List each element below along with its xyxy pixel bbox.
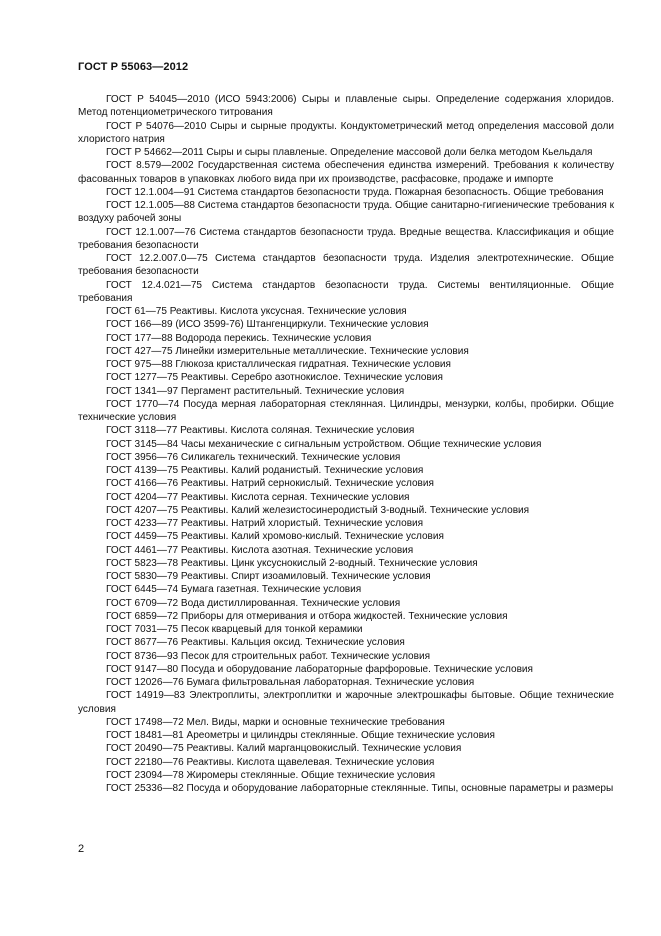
reference-item: ГОСТ 22180—76 Реактивы. Кислота щавелевая. Технические условия: [106, 756, 435, 768]
reference-item: ГОСТ 4166—76 Реактивы. Натрий сернокислый. Технические условия: [106, 478, 434, 490]
reference-item: ГОСТ 177—88 Водорода перекись. Технические условия: [106, 332, 372, 344]
reference-item: ГОСТ 4233—77 Реактивы. Натрий хлористый. Технические условия: [106, 518, 424, 529]
reference-item: ГОСТ 4207—75 Реактивы. Калий железистосинеродистый 3-водный. Технические условия: [106, 504, 530, 516]
reference-item: ГОСТ 18481—81 Ареометры и цилиндры стеклянные. Общие технические условия: [106, 730, 495, 741]
reference-item: ГОСТ 6709—72 Вода дистиллированная. Технические условия: [106, 597, 401, 609]
reference-item: ГОСТ 12026—76 Бумага фильтровальная лабораторная. Технические условия: [106, 677, 475, 688]
reference-item: ГОСТ 5830—79 Реактивы. Спирт изоамиловый. Технические условия: [106, 571, 431, 582]
reference-item: ГОСТ 3956—76 Силикагель технический. Технические условия: [106, 451, 401, 463]
reference-item: ГОСТ Р 54045—2010 (ИСО 5943:2006) Сыры и плавленые сыры. Определение содержания хлоридов. Метод потенциометрического титрования: [78, 94, 614, 119]
reference-item: ГОСТ 4459—75 Реактивы. Калий хромово-кислый. Технические условия: [106, 531, 444, 543]
reference-item: ГОСТ 12.2.007.0—75 Система стандартов безопасности труда. Изделия электротехнические. Общие требования безопасности: [78, 253, 614, 278]
reference-item: ГОСТ 4461—77 Реактивы. Кислота азотная. Технические условия: [106, 544, 414, 556]
reference-item: ГОСТ 4204—77 Реактивы. Кислота серная. Технические условия: [106, 491, 410, 503]
reference-item: ГОСТ 17498—72 Мел. Виды, марки и основные технические требования: [106, 716, 445, 728]
reference-item: ГОСТ 12.1.004—91 Система стандартов безопасности труда. Пожарная безопасность. Общие требования: [106, 186, 604, 198]
reference-item: ГОСТ 1770—74 Посуда мерная лабораторная стеклянная. Цилиндры, мензурки, колбы, пробирки. Общие технические условия: [78, 398, 614, 423]
reference-item: ГОСТ 23094—78 Жиромеры стеклянные. Общие технические условия: [106, 769, 436, 781]
reference-item: ГОСТ Р 54076—2010 Сыры и сырные продукты. Кондуктометрический метод определения массовой доли хлористого натрия: [78, 120, 614, 145]
reference-item: ГОСТ 14919—83 Электроплиты, электроплитки и жарочные электрошкафы бытовые. Общие технические условия: [78, 690, 614, 715]
reference-item: ГОСТ 6445—74 Бумага газетная. Технические условия: [106, 584, 362, 596]
reference-item: ГОСТ 1341—97 Пергамент растительный. Технические условия: [106, 385, 405, 397]
reference-item: ГОСТ 975—88 Глюкоза кристаллическая гидратная. Технические условия: [106, 359, 451, 370]
reference-item: ГОСТ 25336—82 Посуда и оборудование лабораторные стеклянные. Типы, основные параметры и размеры: [106, 783, 614, 794]
reference-item: ГОСТ 12.1.007—76 Система стандартов безопасности труда. Вредные вещества. Классификация и общие требования безопасности: [78, 226, 614, 251]
reference-item: ГОСТ 166—89 (ИСО 3599-76) Штангенциркули. Технические условия: [106, 319, 429, 331]
reference-item: ГОСТ 6859—72 Приборы для отмеривания и отбора жидкостей. Технические условия: [106, 610, 508, 622]
reference-item: ГОСТ 20490—75 Реактивы. Калий марганцовокислый. Технические условия: [106, 743, 462, 755]
reference-item: ГОСТ 61—75 Реактивы. Кислота уксусная. Технические условия: [106, 306, 407, 317]
reference-item: ГОСТ 8.579—2002 Государственная система обеспечения единства измерений. Требования к количеству фасованных товаров в упаковках любого вида при их производстве, расфасовке, продаже и импорте: [78, 160, 614, 185]
document-header: ГОСТ Р 55063—2012: [78, 61, 189, 73]
reference-item: ГОСТ 1277—75 Реактивы. Серебро азотнокислое. Технические условия: [106, 372, 443, 384]
page-number: 2: [78, 843, 85, 855]
reference-item: ГОСТ 3145—84 Часы механические с сигнальным устройством. Общие технические условия: [106, 438, 542, 450]
reference-item: ГОСТ 3118—77 Реактивы. Кислота соляная. Технические условия: [106, 425, 415, 437]
reference-item: ГОСТ 4139—75 Реактивы. Калий роданистый. Технические условия: [106, 465, 424, 476]
reference-item: ГОСТ 7031—75 Песок кварцевый для тонкой керамики: [106, 624, 363, 635]
reference-item: ГОСТ 8677—76 Реактивы. Кальция оксид. Технические условия: [106, 637, 405, 649]
reference-item: ГОСТ 427—75 Линейки измерительные металлические. Технические условия: [106, 345, 469, 357]
reference-item: ГОСТ 9147—80 Посуда и оборудование лабораторные фарфоровые. Технические условия: [106, 663, 533, 675]
reference-item: ГОСТ 12.1.005—88 Система стандартов безопасности труда. Общие санитарно-гигиенические требования к воздуху рабочей зоны: [78, 200, 614, 225]
reference-item: ГОСТ 5823—78 Реактивы. Цинк уксуснокислый 2-водный. Технические условия: [106, 557, 478, 569]
reference-item: ГОСТ 12.4.021—75 Система стандартов безопасности труда. Системы вентиляционные. Общие требования: [78, 279, 614, 304]
normative-references-list: [78, 93, 614, 795]
reference-item: ГОСТ Р 54662—2011 Сыры и сыры плавленые. Определение массовой доли белка методом Кьельдаля: [106, 147, 593, 158]
reference-item: ГОСТ 8736—93 Песок для строительных работ. Технические условия: [106, 650, 431, 662]
